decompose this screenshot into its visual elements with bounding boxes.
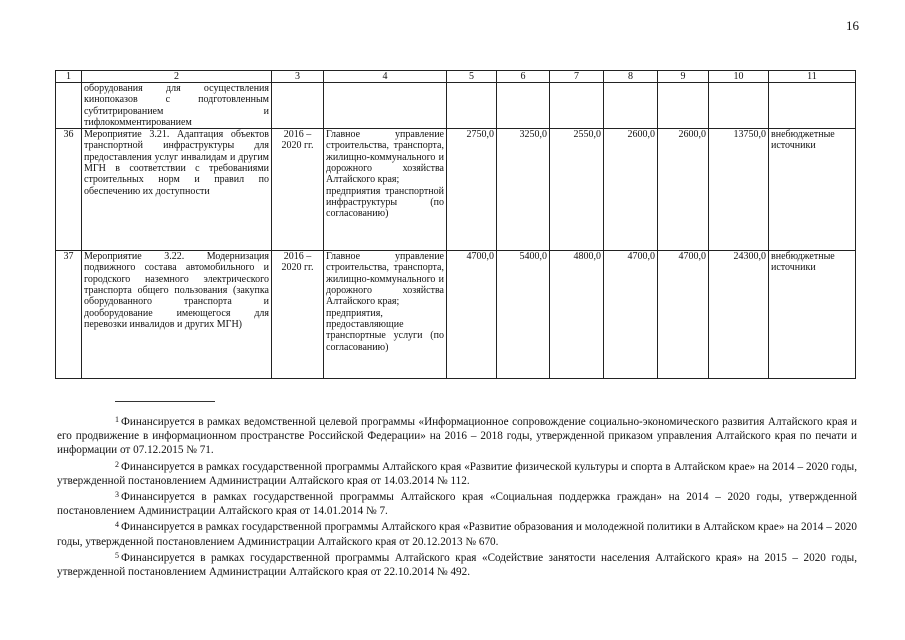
- footnote-mark: 1: [115, 415, 119, 424]
- table-cell: 2016 – 2020 гг.: [272, 251, 324, 379]
- table-cell: 4800,0: [550, 251, 604, 379]
- table-cell: внебюджетные источники: [769, 129, 856, 251]
- page-number: 16: [846, 18, 859, 33]
- table-cell: [550, 83, 604, 129]
- table-cell: оборудования для осуществления кинопоказов с подготовленным субтитрированием и тифлокомментированием: [82, 83, 272, 129]
- measures-table: [55, 70, 856, 379]
- footnote-mark: 5: [115, 550, 119, 560]
- table-row: [56, 251, 856, 379]
- footnote: [57, 458, 857, 488]
- table-cell: [56, 83, 82, 129]
- table-row: [56, 129, 856, 251]
- column-header: 9: [658, 71, 709, 83]
- table-cell: 4700,0: [447, 251, 497, 379]
- table-cell: [272, 83, 324, 129]
- footnote: [57, 488, 857, 518]
- table-cell: 2016 – 2020 гг.: [272, 129, 324, 251]
- column-header: 11: [769, 71, 856, 83]
- table-header-row: [56, 71, 856, 83]
- table-cell: [658, 83, 709, 129]
- footnote-text: Финансируется в рамках ведомственной целевой программы «Информационное сопровождение социально-экономического развития Алтайского края и его продвижение в информационном пространстве Российской Федерации» на 2016 – 2018 годы, утвержденной приказом управления Алтайского края по печати и информации от 07.12.2015 № 71.: [57, 416, 857, 457]
- table-cell: 2750,0: [447, 129, 497, 251]
- table-cell: 4700,0: [658, 251, 709, 379]
- table-cell: Мероприятие 3.22. Модернизация подвижного состава автомобильного и городского наземного электрического транспорта общего пользования (закупка оборудованного транспорта и дооборудование имеющегося для перевозки инвалидов и других МГН): [82, 251, 272, 379]
- table-cell: 2600,0: [658, 129, 709, 251]
- table-cell: [709, 83, 769, 129]
- column-header: 3: [272, 71, 324, 83]
- table-cell: Главное управление строительства, транспорта, жилищно-коммунального и дорожного хозяйства Алтайского края; предприятия, предоставляющие транспортные услуги (по согласованию): [324, 251, 447, 379]
- footnote-text: Финансируется в рамках государственной программы Алтайского края «Содействие занятости населения Алтайского края» на 2015 – 2020 годы, утвержденной постановлением Администрации Алтайского края от 22.10.2014 № 492.: [57, 551, 857, 579]
- column-header: 8: [604, 71, 658, 83]
- table-cell: [497, 83, 550, 129]
- footnote-text: Финансируется в рамках государственной программы Алтайского края «Развитие образования и молодежной политики в Алтайском крае» на 2014 – 2020 годы, утвержденной постановлением Администрации Алтайского края от 20.12.2013 № 670.: [57, 521, 857, 548]
- footnote-mark: 4: [115, 520, 119, 530]
- footnote-text: Финансируется в рамках государственной программы Алтайского края «Социальная поддержка граждан» на 2014 – 2020 годы, утвержденной постановлением Администрации Алтайского края от 14.01.2014 № 7.: [57, 491, 857, 518]
- table-cell: 2600,0: [604, 129, 658, 251]
- table-cell: 24300,0: [709, 251, 769, 379]
- footnote: [57, 518, 857, 548]
- table-row: [56, 83, 856, 129]
- footnote-separator: [115, 401, 215, 402]
- column-header: 7: [550, 71, 604, 83]
- table-cell: [769, 83, 856, 129]
- table-cell: [324, 83, 447, 129]
- column-header: 6: [497, 71, 550, 83]
- table-cell: 3250,0: [497, 129, 550, 251]
- column-header: 4: [324, 71, 447, 83]
- column-header: 1: [56, 71, 82, 83]
- footnote: [57, 413, 857, 458]
- column-header: 10: [709, 71, 769, 83]
- table-cell: Главное управление строительства, транспорта, жилищно-коммунального и дорожного хозяйства Алтайского края; предприятия транспортной инфраструктуры (по согласованию): [324, 129, 447, 251]
- column-header: 5: [447, 71, 497, 83]
- table-cell: 36: [56, 129, 82, 251]
- table-cell: 4700,0: [604, 251, 658, 379]
- table-cell: внебюджетные источники: [769, 251, 856, 379]
- footnote-text: Финансируется в рамках государственной программы Алтайского края «Развитие физической культуры и спорта в Алтайском крае» на 2014 – 2020 годы, утвержденной постановлением Администрации Алтайского края от 14.03.2014 № 112.: [57, 460, 857, 487]
- footnote-mark: 2: [115, 459, 119, 469]
- table-cell: 5400,0: [497, 251, 550, 379]
- table-cell: [604, 83, 658, 129]
- table-cell: 13750,0: [709, 129, 769, 251]
- footnote: [57, 549, 857, 579]
- footnotes: [57, 413, 857, 579]
- footnote-mark: 3: [115, 490, 119, 500]
- table-cell: 37: [56, 251, 82, 379]
- table-cell: [447, 83, 497, 129]
- table-cell: Мероприятие 3.21. Адаптация объектов транспортной инфраструктуры для предоставления услуг инвалидам и другим МГН в соответствии с требованиями строительных норм и правил по обеспечению их доступности: [82, 129, 272, 251]
- column-header: 2: [82, 71, 272, 83]
- table-cell: 2550,0: [550, 129, 604, 251]
